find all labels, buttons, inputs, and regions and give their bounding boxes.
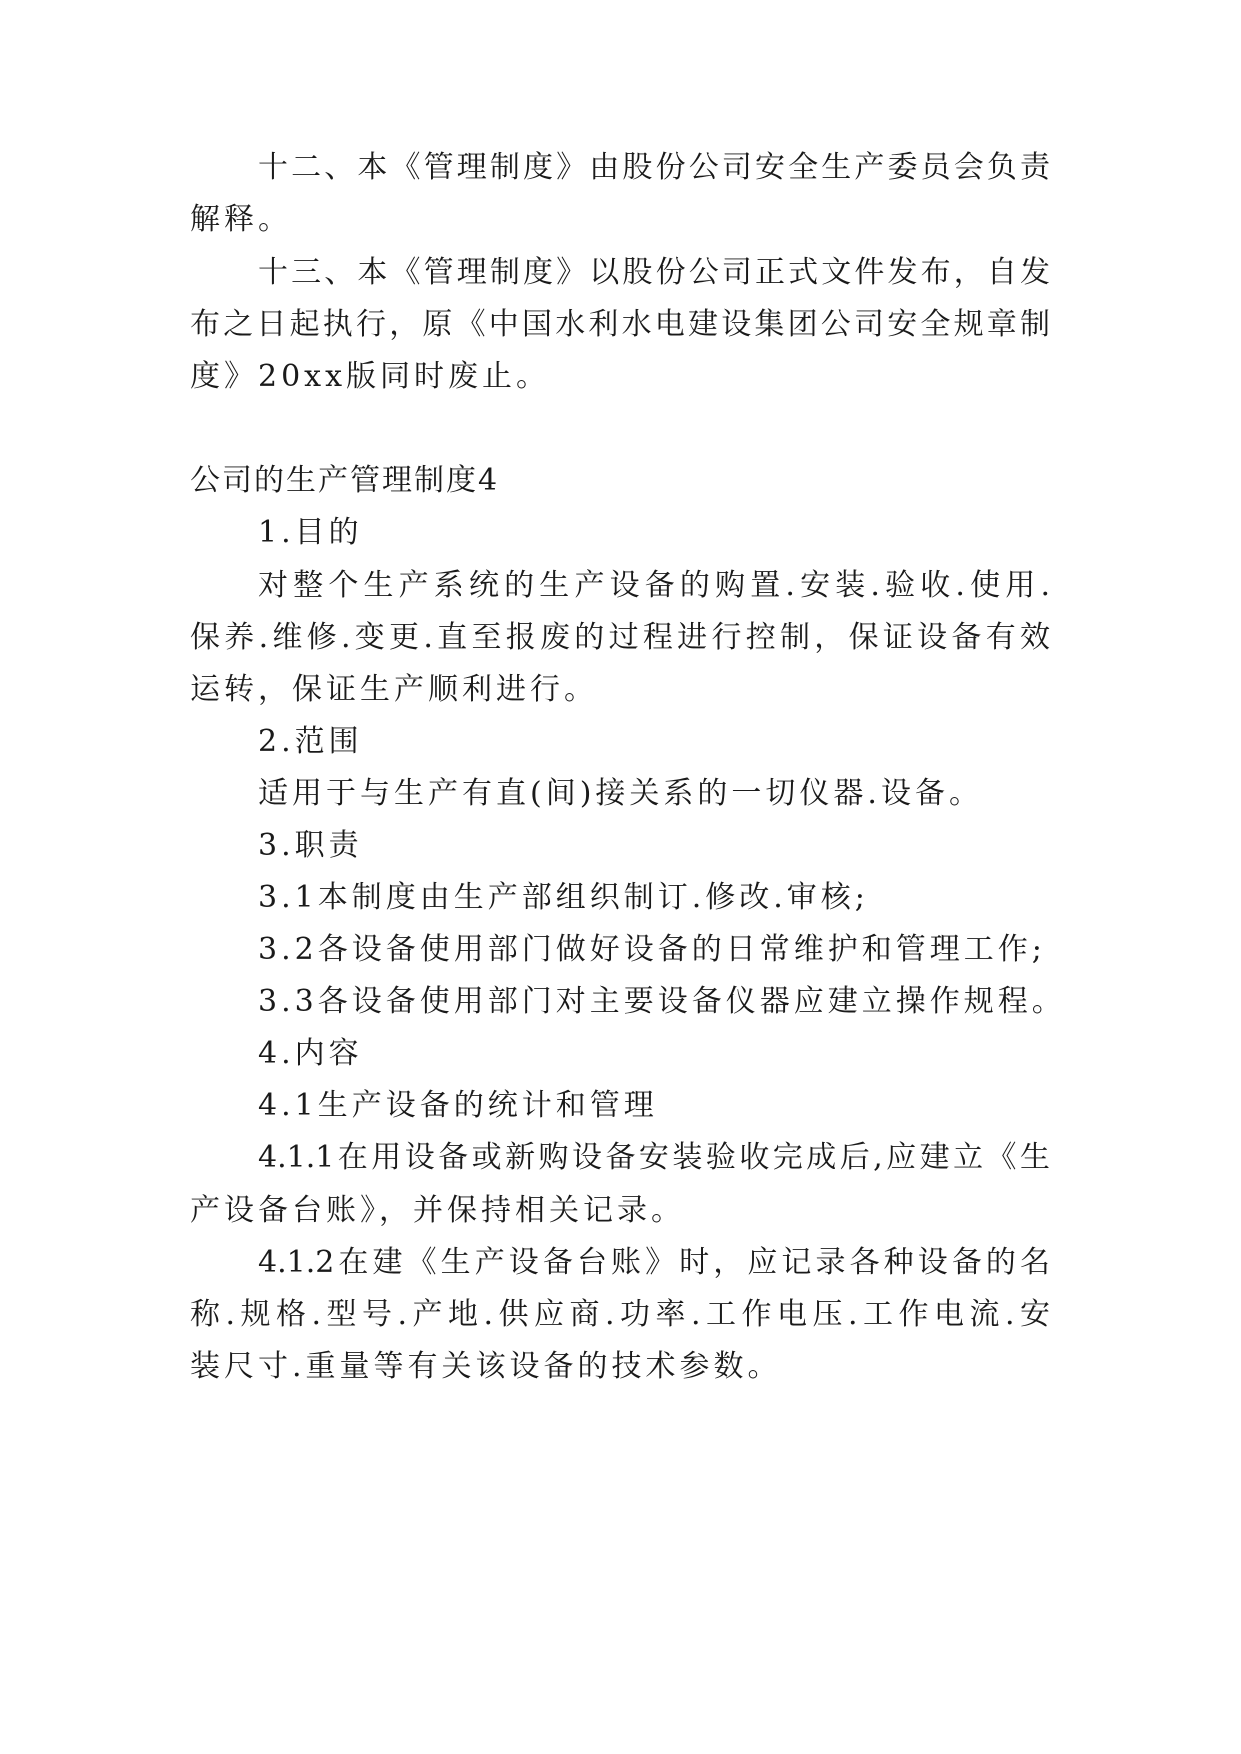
- item-1-line-3: 运转，保证生产顺利进行。: [190, 672, 598, 707]
- item-4-1-2-line-2: 称.规格.型号.产地.供应商.功率.工作电压.工作电流.安: [190, 1297, 1050, 1332]
- item-2-line-1: 适用于与生产有直(间)接关系的一切仪器.设备。: [258, 776, 983, 811]
- item-3-3: 3.3各设备使用部门对主要设备仪器应建立操作规程。: [258, 984, 1066, 1019]
- section-13-line-1: 十三、本《管理制度》以股份公司正式文件发布，自发: [258, 255, 1050, 290]
- section-13-line-3: 度》20xx版同时废止。: [190, 359, 551, 394]
- item-1-line-2: 保养.维修.变更.直至报废的过程进行控制，保证设备有效: [190, 620, 1050, 655]
- item-4-1-1-line-2: 产设备台账》，并保持相关记录。: [190, 1193, 685, 1228]
- item-4-title: 4.内容: [258, 1036, 363, 1071]
- item-1-line-1: 对整个生产系统的生产设备的购置.安装.验收.使用.: [258, 568, 1050, 603]
- item-3-title: 3.职责: [258, 828, 363, 863]
- item-2-title: 2.范围: [258, 724, 363, 759]
- section-heading: 公司的生产管理制度4: [190, 463, 500, 498]
- item-4-1: 4.1生产设备的统计和管理: [258, 1088, 658, 1123]
- section-13-line-2: 布之日起执行，原《中国水利水电建设集团公司安全规章制: [190, 307, 1050, 342]
- item-3-2: 3.2各设备使用部门做好设备的日常维护和管理工作;: [258, 932, 1046, 967]
- item-3-1: 3.1本制度由生产部组织制订.修改.审核;: [258, 880, 869, 915]
- section-12-line-2: 解释。: [190, 202, 292, 237]
- item-1-title: 1.目的: [258, 515, 363, 550]
- item-4-1-2-line-1: 4.1.2在建《生产设备台账》时，应记录各种设备的名: [258, 1245, 1050, 1280]
- section-12-line-1: 十二、本《管理制度》由股份公司安全生产委员会负责: [258, 150, 1050, 185]
- item-4-1-1-line-1: 4.1.1在用设备或新购设备安装验收完成后,应建立《生: [258, 1140, 1050, 1175]
- item-4-1-2-line-3: 装尺寸.重量等有关该设备的技术参数。: [190, 1349, 782, 1384]
